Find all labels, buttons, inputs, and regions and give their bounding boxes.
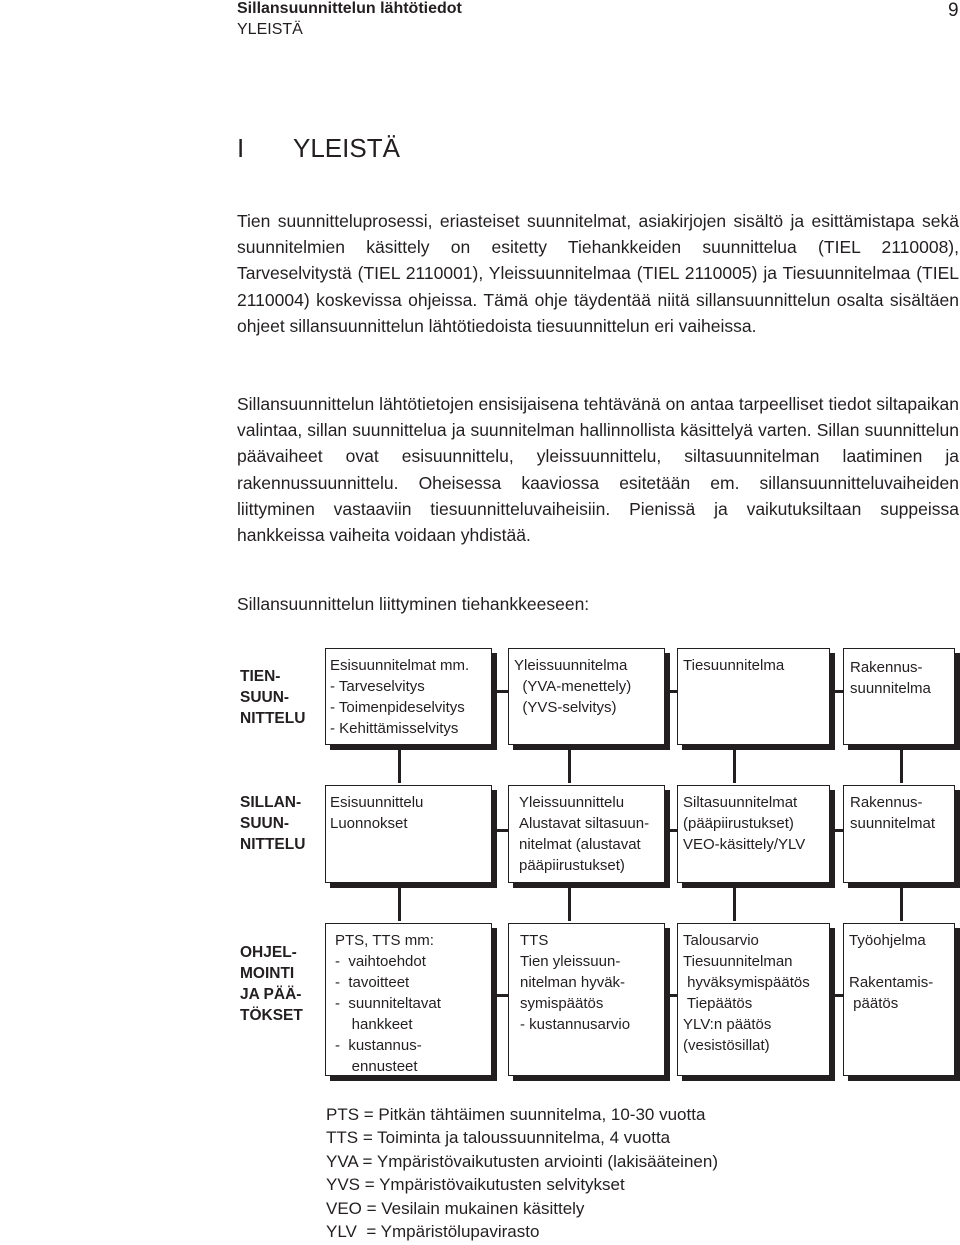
box-rakennussuunnitelma (843, 648, 955, 745)
box-text: TTS Tien yleissuun- nitelman hyväk- symispäätös - kustannusarvio (520, 932, 631, 1033)
abbreviation-yva: YVA = Ympäristövaikutusten arviointi (lakisääteinen) (326, 1151, 718, 1171)
box-talousarvio (677, 923, 830, 1076)
box-esisuunnitelmat (325, 648, 492, 745)
page-number: 9 (948, 0, 959, 21)
box-esisuunnittelu (325, 785, 492, 883)
abbreviation-pts: PTS = Pitkän tähtäimen suunnitelma, 10-30 vuotta (326, 1105, 706, 1124)
chapter-number: I (237, 133, 245, 163)
box-pts-tts (325, 923, 492, 1076)
row-label-sillansuunnittelu: SILLAN- SUUN- NITTELU (240, 794, 306, 853)
abbreviation-ylv: YLV = Ympäristölupavirasto (326, 1222, 540, 1242)
connector (568, 750, 571, 783)
diagram-caption: Sillansuunnittelun liittyminen tiehankkeeseen: (237, 594, 590, 614)
box-tyoohjelma (843, 923, 955, 1076)
box-text: Tiesuunnitelma (683, 657, 785, 674)
box-yleissuunnittelu (508, 785, 665, 883)
box-text: Työohjelma Rakentamis- päätös (849, 932, 934, 1012)
abbreviation-veo: VEO = Vesilain mukainen käsittely (326, 1198, 585, 1218)
connector (900, 888, 903, 921)
box-yleissuunnitelma (508, 648, 665, 745)
box-text: Siltasuunnitelmat (pääpiirustukset) VEO-käsittely/YLV (683, 794, 806, 853)
row-label-ohjelmointi: OHJEL- MOINTI JA PÄÄ- TÖKSET (240, 944, 303, 1024)
box-rakennussuunnitelmat (843, 785, 955, 883)
running-header-section: YLEISTÄ (237, 21, 303, 38)
connector (900, 750, 903, 783)
connector (398, 888, 401, 921)
abbreviation-yvs: YVS = Ympäristövaikutusten selvitykset (326, 1175, 625, 1195)
chapter-title: YLEISTÄ (293, 133, 400, 163)
connector (733, 888, 736, 921)
box-text: Talousarvio Tiesuunnitelman hyväksymispäätös Tiepäätös YLV:n päätös (vesistösillat) (683, 932, 810, 1054)
box-text: Yleissuunnitelma (YVA-menettely) (YVS-selvitys) (514, 657, 632, 716)
box-text: Rakennus- suunnitelma (850, 659, 931, 697)
box-text: PTS, TTS mm: - vaihtoehdot - tavoitteet - suunniteltavat hankkeet - kustannus- ennusteet (335, 932, 441, 1075)
body-paragraph-2: Sillansuunnittelun lähtötietojen ensisijaisena tehtävänä on antaa tarpeelliset tiedot siltapaikan valintaa, sillan suunnittelua ja suunnitelman hallinnollista käsittelyä varten. Sillan suunnittelun päävaiheet ovat esisuunnittelu, yleissuunnittelu, siltasuunnitelman laatiminen ja rakennussuunnittelu. Oheisessa kaaviossa esitetään em. sillansuunnitteluvaiheiden liittyminen vastaaviin tiesuunnitteluvaiheisiin. Pienissä ja vaikutuksiltaan suppeissa hankkeissa vaiheita voidaan yhdistää. (237, 394, 959, 546)
row-label-tiensuunnittelu: TIEN- SUUN- NITTELU (240, 668, 306, 727)
box-tts (508, 923, 665, 1076)
chapter-heading (237, 133, 400, 164)
box-text: Yleissuunnittelu Alustavat siltasuun- nitelmat (alustavat pääpiirustukset) (519, 794, 650, 874)
connector (733, 750, 736, 783)
box-text: Rakennus- suunnitelmat (850, 794, 936, 832)
box-text: Esisuunnitelmat mm. - Tarveselvitys - Toimenpideselvitys - Kehittämisselvitys (330, 657, 470, 737)
running-header-title: Sillansuunnittelun lähtötiedot (237, 0, 462, 17)
connector (398, 750, 401, 783)
body-paragraph-1: Tien suunnitteluprosessi, eriasteiset suunnitelmat, asiakirjojen sisältö ja esittämistapa sekä suunnitelmien käsittely on esitetty Tiehankkeiden suunnittelua (TIEL 2110008), Tarveselvitystä (TIEL 2110001), Yleissuunnitelmaa (TIEL 2110005) ja Tiesuunnitelmaa (TIEL 2110004) koskevissa ohjeissa. Tämä ohje täydentää niitä sillansuunnittelun osalta sisältäen ohjeet sillansuunnittelun lähtötiedoista tiesuunnittelun eri vaiheissa. (237, 211, 959, 336)
box-tiesuunnitelma (677, 648, 830, 745)
box-text: Esisuunnittelu Luonnokset (330, 794, 424, 832)
box-siltasuunnitelmat (677, 785, 830, 883)
abbreviation-list (326, 1103, 718, 1243)
connector (568, 888, 571, 921)
abbreviation-tts: TTS = Toiminta ja taloussuunnitelma, 4 vuotta (326, 1128, 671, 1148)
